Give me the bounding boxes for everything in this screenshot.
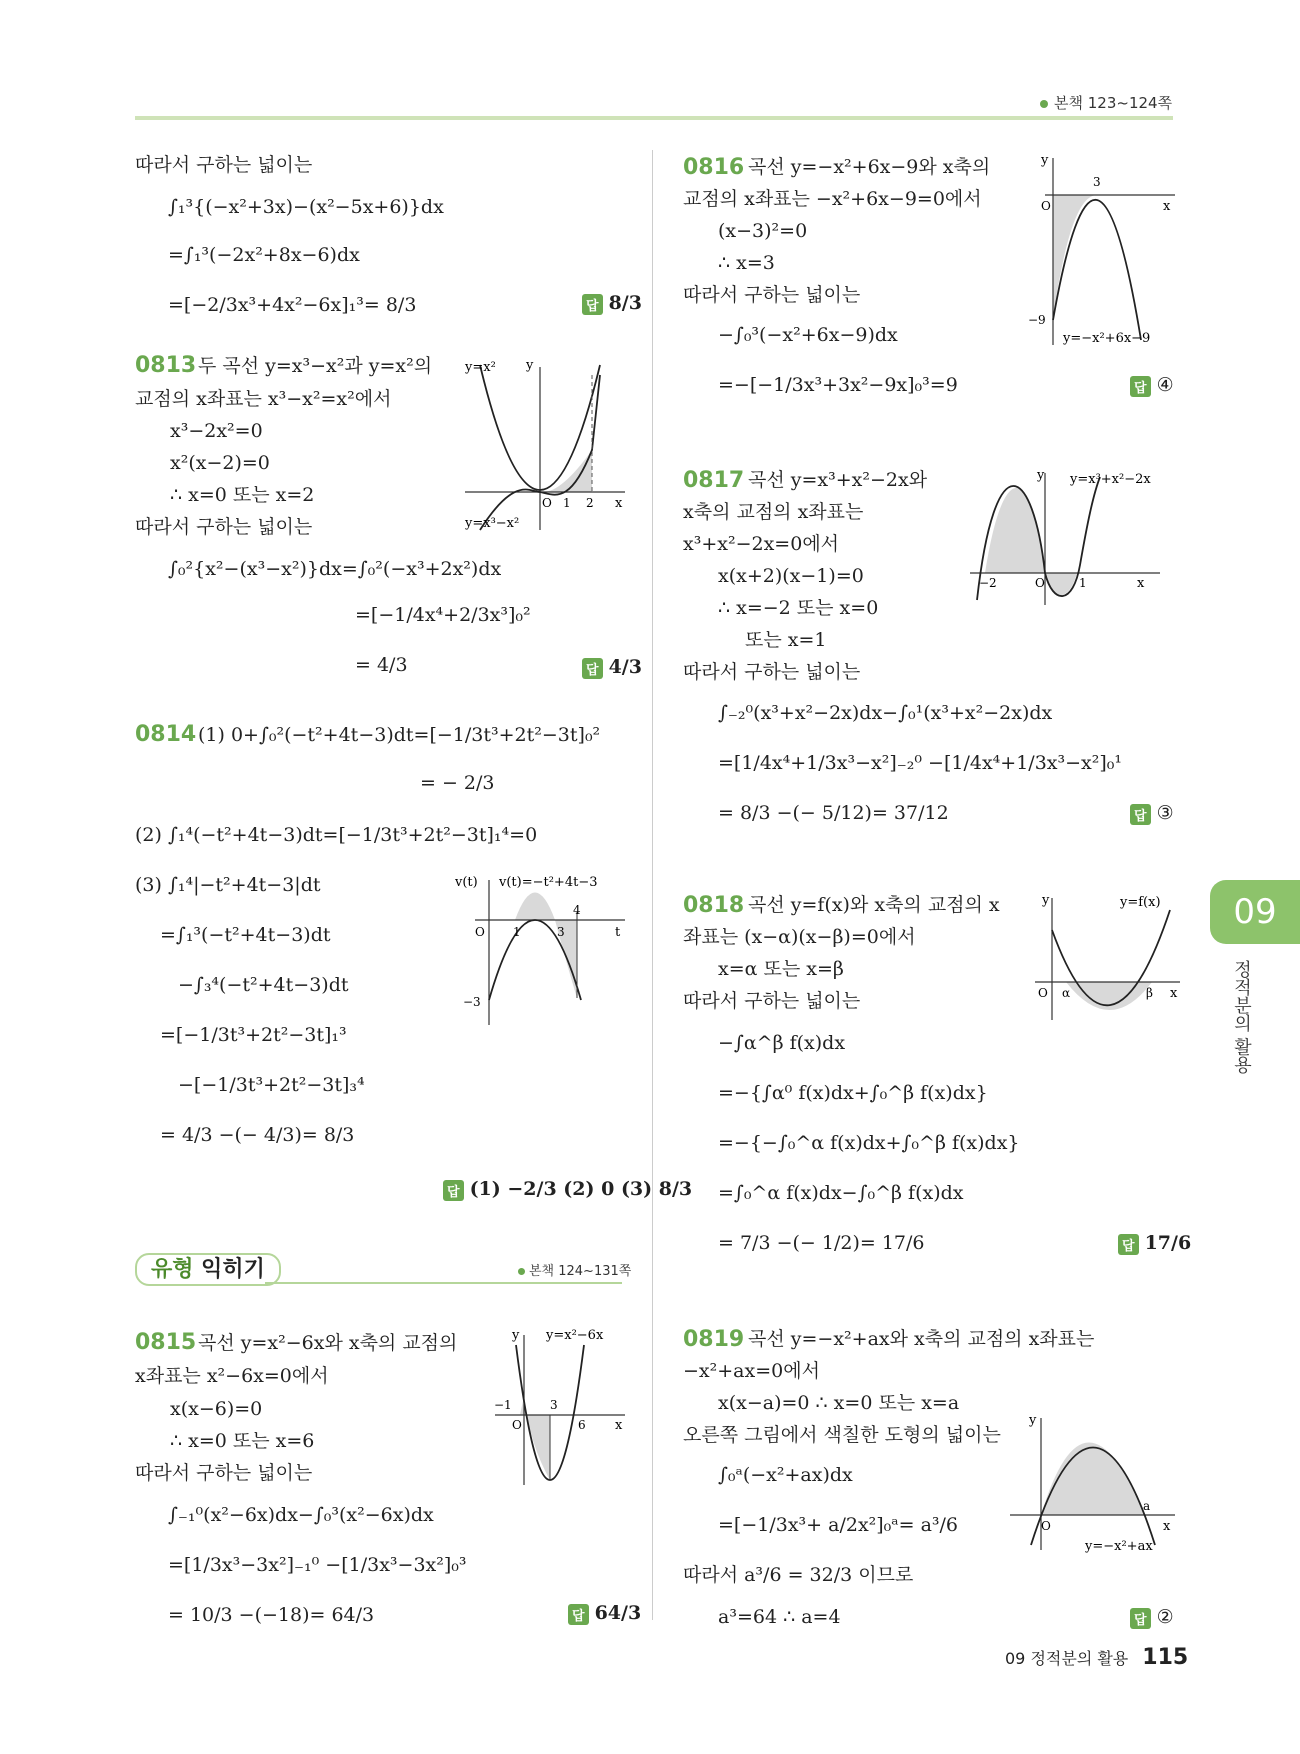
axis-label: y — [1037, 468, 1045, 483]
tick-label: −1 — [494, 1398, 512, 1412]
text-line: 곡선 y=−x²+6x−9와 x축의 — [748, 156, 991, 178]
problem-number: 0817 — [683, 468, 745, 493]
bullet-icon — [1040, 100, 1048, 108]
curve-label: v(t)=−t²+4t−3 — [499, 875, 598, 890]
math-line: ∴ x=0 또는 x=2 — [170, 484, 315, 506]
answer-0819: 답 ② — [1130, 1606, 1174, 1629]
text-line: x축의 교점의 x좌표는 — [683, 501, 864, 523]
curve-label: y=−x²+6x−9 — [1063, 331, 1151, 346]
math-line: =[−2/3x³+4x²−6x]₁³= 8/3 — [168, 294, 417, 316]
text-line: 따라서 구하는 넓이는 — [683, 990, 861, 1012]
curve-label: y=x²−6x — [546, 1328, 604, 1343]
bullet-icon — [518, 1268, 525, 1275]
problem-number: 0818 — [683, 893, 745, 918]
text-line: 두 곡선 y=x³−x²과 y=x²의 — [198, 355, 433, 377]
origin-label: O — [542, 496, 552, 510]
math-line: x=α 또는 x=β — [718, 958, 844, 980]
axis-label: x — [615, 496, 623, 511]
math-line: =[−1/4x⁴+2/3x³]₀² — [355, 604, 531, 626]
tick-label: 6 — [578, 1418, 586, 1432]
math-line: x(x−6)=0 — [170, 1398, 263, 1420]
tick-label: 1 — [563, 496, 571, 510]
text-line: 따라서 구하는 넓이는 — [135, 1462, 313, 1484]
math-line: (2) ∫₁⁴(−t²+4t−3)dt=[−1/3t³+2t²−3t]₁⁴=0 — [135, 824, 538, 846]
tick-label: 3 — [550, 1398, 558, 1412]
math-line: =∫₀^α f(x)dx−∫₀^β f(x)dx — [718, 1182, 964, 1204]
curve-label: y=−x²+ax — [1085, 1539, 1153, 1554]
math-line: = 8/3 −(− 5/12)= 37/12 — [718, 802, 949, 824]
graph-0816 — [1025, 150, 1180, 350]
chapter-tab: 09 — [1210, 880, 1300, 944]
text-line: 따라서 구하는 넓이는 — [135, 516, 313, 538]
curve-label: y=x³−x² — [465, 516, 520, 531]
problem-number: 0819 — [683, 1327, 745, 1352]
section-rule — [265, 1282, 622, 1284]
axis-label: y — [1041, 153, 1049, 168]
math-line: x²(x−2)=0 — [170, 452, 270, 474]
math-line: −x²+ax=0에서 — [683, 1360, 820, 1382]
axis-label: y — [1029, 1413, 1037, 1428]
graph-0813 — [460, 355, 630, 535]
origin-label: O — [475, 925, 485, 939]
math-line: = 4/3 — [355, 654, 408, 676]
math-line: (1) 0+∫₀²(−t²+4t−3)dt=[−1/3t³+2t²−3t]₀² — [198, 724, 601, 746]
problem-number: 0814 — [135, 722, 197, 747]
text-line: 곡선 y=−x²+ax와 x축의 교점의 x좌표는 — [748, 1328, 1095, 1350]
math-line: =−{−∫₀^α f(x)dx+∫₀^β f(x)dx} — [718, 1132, 1020, 1154]
problem-number: 0813 — [135, 353, 197, 378]
axis-label: x — [1163, 199, 1171, 214]
text-line: 오른쪽 그림에서 색칠한 도형의 넓이는 — [683, 1424, 1001, 1446]
curve-label: y=x³+x²−2x — [1070, 472, 1151, 487]
math-line: ∴ x=0 또는 x=6 — [170, 1430, 315, 1452]
graph-0817 — [965, 465, 1170, 610]
math-line: a³=64 ∴ a=4 — [718, 1606, 841, 1628]
answer-0818: 답 17/6 — [1118, 1232, 1191, 1255]
math-line: −∫₃⁴(−t²+4t−3)dt — [178, 974, 349, 996]
math-line: =[−1/3t³+2t²−3t]₁³ — [160, 1024, 347, 1046]
answer-0816: 답 ④ — [1130, 374, 1174, 397]
math-line: x(x−a)=0 ∴ x=0 또는 x=a — [718, 1392, 960, 1414]
origin-label: O — [1035, 576, 1045, 590]
tick-label: 1 — [513, 925, 521, 939]
origin-label: O — [512, 1418, 522, 1432]
curve-label: y=f(x) — [1120, 895, 1161, 910]
text-line: 교점의 x좌표는 x³−x²=x²에서 — [135, 388, 392, 410]
problem-number: 0816 — [683, 155, 745, 180]
header-reference: 본책 123~124쪽 — [1040, 92, 1172, 113]
text-line: 좌표는 (x−α)(x−β)=0에서 — [683, 926, 916, 948]
math-line: ∴ x=−2 또는 x=0 — [718, 597, 879, 619]
axis-label: y — [1042, 893, 1050, 908]
math-line: ∫₁³{(−x²+3x)−(x²−5x+6)}dx — [168, 196, 444, 218]
math-line: = 10/3 −(−18)= 64/3 — [168, 1604, 375, 1626]
tick-label: 3 — [557, 925, 565, 939]
math-line: ∫₋₁⁰(x²−6x)dx−∫₀³(x²−6x)dx — [168, 1504, 434, 1526]
alpha-label: α — [1062, 986, 1071, 1000]
answer-0814: 답 (1) −2/3 (2) 0 (3) 8/3 — [443, 1178, 692, 1201]
math-line: x(x+2)(x−1)=0 — [718, 565, 864, 587]
text-line: 따라서 구하는 넓이는 — [135, 154, 313, 176]
math-line: =−[−1/3x³+3x²−9x]₀³=9 — [718, 374, 958, 396]
text-line: 교점의 x좌표는 −x²+6x−9=0에서 — [683, 188, 982, 210]
tick-label: −9 — [1028, 313, 1046, 327]
text-line: 곡선 y=x²−6x와 x축의 교점의 — [198, 1332, 458, 1354]
tick-label: 3 — [1093, 175, 1101, 189]
axis-label: x — [1163, 1519, 1171, 1534]
tick-label: −2 — [979, 576, 997, 590]
graph-0818 — [1030, 890, 1185, 1025]
math-line: −∫α^β f(x)dx — [718, 1032, 846, 1054]
origin-label: O — [1041, 199, 1051, 213]
axis-label: v(t) — [455, 875, 478, 890]
text-line: 따라서 구하는 넓이는 — [683, 661, 861, 683]
math-line: =−{∫α⁰ f(x)dx+∫₀^β f(x)dx} — [718, 1082, 988, 1104]
text-line: 곡선 y=x³+x²−2x와 — [748, 469, 928, 491]
math-line: = 4/3 −(− 4/3)= 8/3 — [160, 1124, 355, 1146]
page-footer: 09 정적분의 활용 115 — [1005, 1645, 1189, 1670]
column-divider — [652, 150, 653, 1620]
answer-0817: 답 ③ — [1130, 802, 1174, 825]
math-line: x³−2x²=0 — [170, 420, 263, 442]
answer-0812: 답 8/3 — [582, 292, 642, 315]
math-line: −[−1/3t³+2t²−3t]₃⁴ — [178, 1074, 365, 1096]
text-line: 따라서 구하는 넓이는 — [683, 284, 861, 306]
graph-0819 — [1005, 1410, 1180, 1555]
graph-0815 — [490, 1325, 630, 1490]
text-line: 곡선 y=f(x)와 x축의 교점의 x — [748, 894, 1000, 916]
answer-0813: 답 4/3 — [582, 656, 642, 679]
math-line: ∫₀ᵃ(−x²+ax)dx — [718, 1464, 853, 1486]
answer-0815: 답 64/3 — [568, 1602, 641, 1625]
math-line: x³+x²−2x=0에서 — [683, 533, 840, 555]
math-line: ∴ x=3 — [718, 252, 775, 274]
tick-label: a — [1143, 1499, 1151, 1513]
math-line: =[1/3x³−3x²]₋₁⁰ −[1/3x³−3x²]₀³ — [168, 1554, 467, 1576]
text-line: x좌표는 x²−6x=0에서 — [135, 1365, 329, 1387]
origin-label: O — [1041, 1519, 1051, 1533]
header-rule — [135, 116, 1173, 120]
section-banner — [135, 1252, 281, 1283]
math-line: =[1/4x⁴+1/3x³−x²]₋₂⁰ −[1/4x⁴+1/3x³−x²]₀¹ — [718, 752, 1123, 774]
beta-label: β — [1146, 986, 1153, 1000]
axis-label: y — [512, 1328, 520, 1343]
problem-number: 0815 — [135, 1330, 197, 1355]
math-line: (3) ∫₁⁴|−t²+4t−3|dt — [135, 874, 321, 896]
chapter-title: 정적분의 활용 — [1231, 960, 1252, 1074]
curve-label: y=x² — [465, 360, 496, 375]
section-title: 유형 익히기 — [135, 1253, 281, 1286]
math-line: 따라서 a³/6 = 32/3 이므로 — [683, 1564, 914, 1586]
page-number: 115 — [1142, 1645, 1189, 1670]
math-line: = − 2/3 — [420, 772, 495, 794]
axis-label: t — [615, 925, 621, 940]
origin-label: O — [1038, 986, 1048, 1000]
math-line: = 7/3 −(− 1/2)= 17/6 — [718, 1232, 925, 1254]
math-line: (x−3)²=0 — [718, 220, 808, 242]
section-reference: 본책 124~131쪽 — [518, 1260, 631, 1279]
axis-label: x — [1170, 986, 1178, 1001]
axis-label: x — [1137, 576, 1145, 591]
math-line: ∫₀²{x²−(x³−x²)}dx=∫₀²(−x³+2x²)dx — [168, 558, 502, 580]
math-line: =∫₁³(−2x²+8x−6)dx — [168, 244, 360, 266]
axis-label: y — [526, 358, 534, 373]
tick-label: 4 — [573, 903, 581, 917]
math-line: ∫₋₂⁰(x³+x²−2x)dx−∫₀¹(x³+x²−2x)dx — [718, 702, 1053, 724]
tick-label: 2 — [586, 496, 594, 510]
math-line: 또는 x=1 — [745, 629, 827, 651]
math-line: =∫₁³(−t²+4t−3)dt — [160, 924, 331, 946]
graph-0814 — [455, 870, 635, 1030]
math-line: =[−1/3x³+ a/2x²]₀ᵃ= a³/6 — [718, 1514, 959, 1536]
tick-label: 1 — [1079, 576, 1087, 590]
axis-label: x — [615, 1418, 623, 1433]
math-line: −∫₀³(−x²+6x−9)dx — [718, 324, 898, 346]
tick-label: −3 — [463, 995, 481, 1009]
